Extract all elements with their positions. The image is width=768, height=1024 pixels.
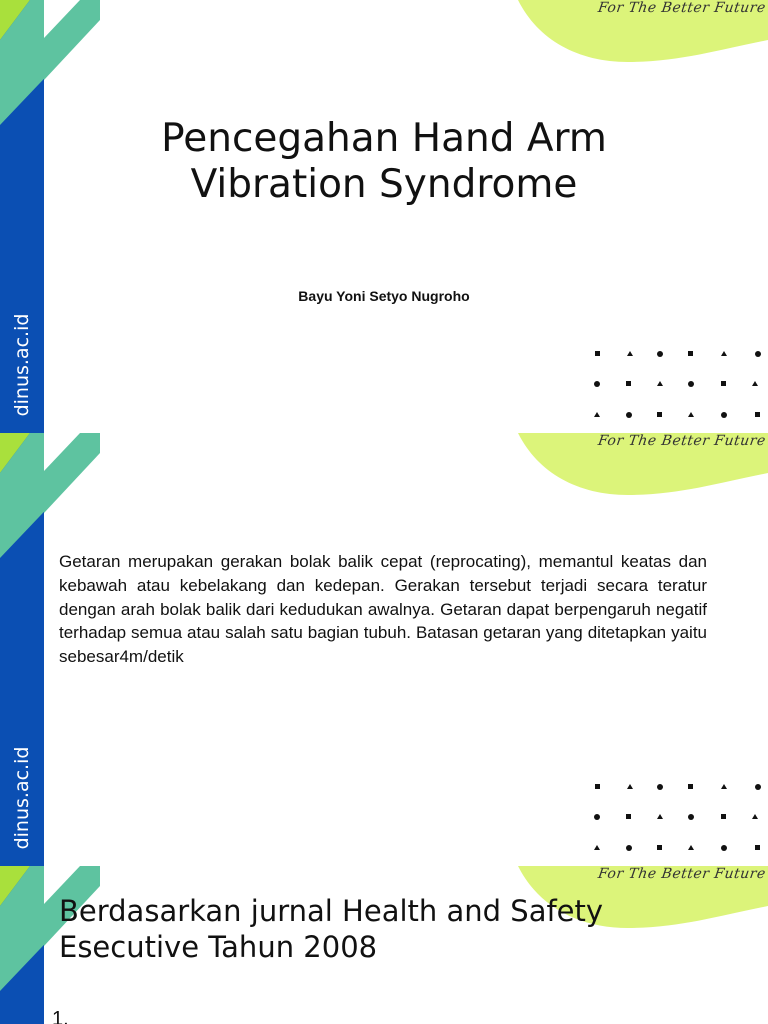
author-name: Bayu Yoni Setyo Nugroho (298, 288, 470, 304)
tagline: For The Better Future (596, 866, 767, 882)
tagline: For The Better Future (596, 0, 767, 16)
slide-3 (0, 866, 768, 1024)
slide-heading: Berdasarkan jurnal Health and Safety Esecutive Tahun 2008 (59, 894, 604, 965)
slide-1 (0, 0, 768, 433)
tagline: For The Better Future (596, 433, 767, 449)
list-item-number: 1. (52, 1008, 69, 1024)
dot-pattern (588, 344, 768, 424)
slide-title: Pencegahan Hand Arm Vibration Syndrome (161, 116, 607, 207)
site-url: dinus.ac.id (11, 313, 33, 417)
dot-pattern (588, 777, 768, 857)
corner-decoration (0, 0, 100, 130)
site-url: dinus.ac.id (11, 746, 33, 850)
slide-2 (0, 433, 768, 866)
corner-decoration (0, 433, 100, 563)
body-paragraph: Getaran merupakan gerakan bolak balik cepat (reprocating), memantul keatas dan kebawah atau kebelakang dan kedepan. Gerakan tersebut terjadi secara teratur dengan arah bolak balik dari kedudukan awalnya. Getaran dapat berpengaruh negatif terhadap semua atau salah satu bagian tubuh. Batasan getaran yang ditetapkan yaitu sebesar4m/detik (59, 552, 707, 667)
